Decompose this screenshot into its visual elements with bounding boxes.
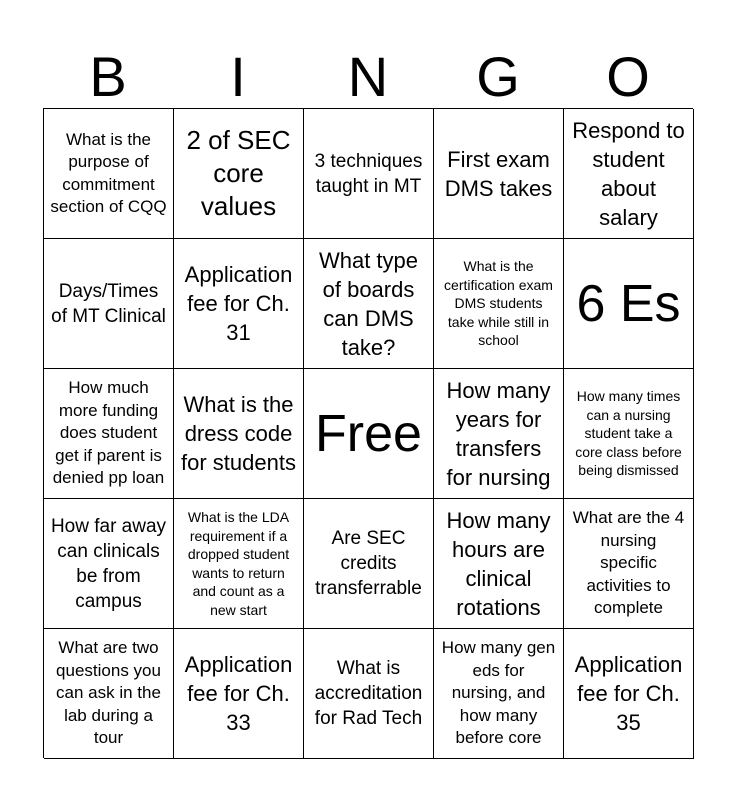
header-letter-o: O (606, 45, 650, 108)
cell-text: What type of boards can DMS take? (318, 247, 419, 360)
bingo-cell[interactable] (564, 499, 694, 629)
bingo-cell[interactable] (434, 109, 564, 239)
cell-text: What is the dress code for students (181, 392, 296, 475)
header-letter-i: I (230, 45, 246, 108)
bingo-cell[interactable] (174, 109, 304, 239)
header-letter-g: G (476, 45, 520, 108)
bingo-cell[interactable] (44, 239, 174, 369)
cell-text: How many years for transfers for nursing (446, 377, 551, 490)
cell-text: What is the LDA requirement if a dropped student wants to return and count as a new start (187, 509, 290, 618)
bingo-cell[interactable] (434, 369, 564, 499)
cell-text: What is the certification exam DMS students take while still in school (444, 258, 553, 349)
cell-text: What is the purpose of commitment section of CQQ (50, 129, 167, 216)
cell-text: Respond to student about salary (572, 117, 685, 230)
cell-text: Application fee for Ch. 35 (574, 652, 683, 735)
header-letter-b: B (89, 45, 127, 108)
bingo-cell[interactable] (44, 629, 174, 759)
cell-text: What are two questions you can ask in the lab during a tour (56, 638, 161, 748)
bingo-cell[interactable] (434, 499, 564, 629)
cell-text: Days/Times of MT Clinical (51, 280, 166, 327)
bingo-cell[interactable] (44, 499, 174, 629)
cell-text: 3 techniques taught in MT (314, 150, 423, 197)
cell-text: How many times can a nursing student take a core class before being dismissed (575, 388, 682, 479)
bingo-cell[interactable] (564, 629, 694, 759)
bingo-cell[interactable] (564, 369, 694, 499)
cell-text: What are the 4 nursing specific activities to complete (572, 508, 685, 618)
bingo-cell[interactable] (174, 239, 304, 369)
header-letter-n: N (347, 45, 389, 108)
free-space[interactable] (304, 369, 434, 499)
cell-text: What is accreditation for Rad Tech (314, 658, 423, 729)
cell-text: Free (315, 404, 422, 463)
bingo-cell[interactable] (174, 369, 304, 499)
cell-text: How far away can clinicals be from campus (50, 515, 167, 612)
cell-text: How much more funding does student get if parent is denied pp loan (52, 378, 165, 488)
bingo-cell[interactable] (564, 239, 694, 369)
bingo-header (43, 46, 693, 108)
cell-text: 2 of SEC core values (186, 125, 291, 221)
bingo-board (43, 108, 693, 758)
bingo-cell[interactable] (304, 499, 434, 629)
cell-text: How many gen eds for nursing, and how many before core (441, 638, 556, 748)
bingo-cell[interactable] (44, 109, 174, 239)
cell-text: How many hours are clinical rotations (446, 507, 551, 620)
bingo-cell[interactable] (304, 109, 434, 239)
cell-text: Are SEC credits transferrable (315, 528, 422, 599)
bingo-cell[interactable] (564, 109, 694, 239)
cell-text: Application fee for Ch. 33 (184, 652, 293, 735)
bingo-cell[interactable] (174, 629, 304, 759)
bingo-cell[interactable] (304, 629, 434, 759)
cell-text: 6 Es (576, 274, 681, 333)
cell-text: First exam DMS takes (444, 146, 553, 201)
bingo-cell[interactable] (434, 239, 564, 369)
bingo-cell[interactable] (174, 499, 304, 629)
bingo-cell[interactable] (304, 239, 434, 369)
bingo-cell[interactable] (44, 369, 174, 499)
cell-text: Application fee for Ch. 31 (184, 262, 293, 345)
bingo-cell[interactable] (434, 629, 564, 759)
